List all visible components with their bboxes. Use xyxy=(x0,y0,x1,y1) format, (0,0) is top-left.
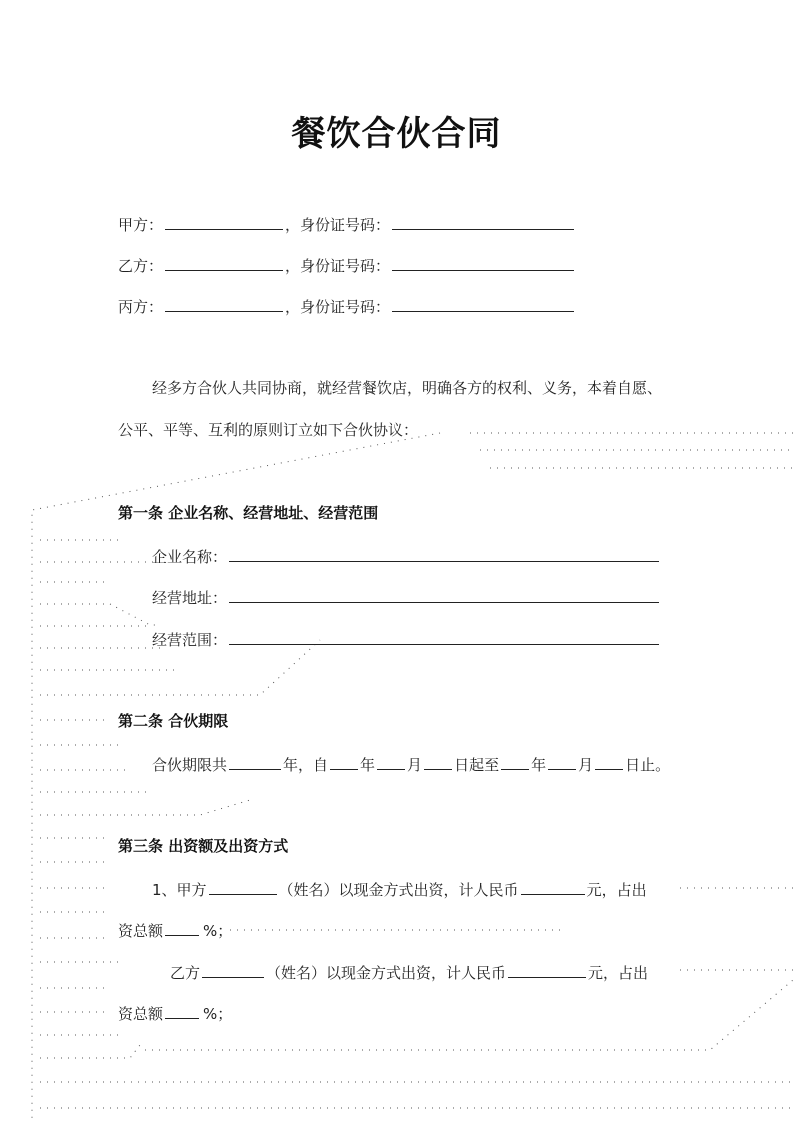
business-address-label: 经营地址： xyxy=(152,589,228,607)
contribution-row-a xyxy=(152,878,647,900)
share-label: 资总额 xyxy=(118,1005,164,1023)
end-year-label: 年 xyxy=(531,756,547,774)
contribution-row-b xyxy=(170,961,648,983)
company-name-label: 企业名称： xyxy=(152,548,228,566)
contribution-a-suffix: 元，占出 xyxy=(586,881,647,899)
id-number-label: ，身份证号码： xyxy=(285,298,391,316)
party-row-b xyxy=(118,254,576,276)
preamble-line-1: 经多方合伙人共同协商，就经营餐饮店，明确各方的权利、义务，本着自愿、 xyxy=(152,379,663,397)
party-name-field[interactable] xyxy=(165,295,283,312)
business-scope-label: 经营范围： xyxy=(152,631,228,649)
business-address-field[interactable] xyxy=(229,586,659,603)
partnership-term-row xyxy=(152,753,670,775)
contribution-row-a-cont xyxy=(118,919,232,941)
id-number-label: ，身份证号码： xyxy=(285,216,391,234)
party-a-amount-field[interactable] xyxy=(521,878,585,895)
id-number-label: ，身份证号码： xyxy=(285,257,391,275)
term-year-label: 年，自 xyxy=(283,756,329,774)
end-year-field[interactable] xyxy=(501,753,529,770)
business-scope-row xyxy=(152,628,661,650)
start-year-label: 年 xyxy=(360,756,376,774)
company-name-row xyxy=(152,545,661,567)
article-2-heading: 第二条 合伙期限 xyxy=(118,712,229,730)
article-3-heading: 第三条 出资额及出资方式 xyxy=(118,837,289,855)
party-name-field[interactable] xyxy=(165,254,283,271)
end-month-field[interactable] xyxy=(548,753,576,770)
start-day-field[interactable] xyxy=(424,753,452,770)
party-name-field[interactable] xyxy=(165,213,283,230)
party-a-name-field[interactable] xyxy=(209,878,277,895)
party-role-label: 乙方： xyxy=(118,257,164,275)
party-b-name-field[interactable] xyxy=(202,961,264,978)
term-years-field[interactable] xyxy=(229,753,281,770)
contribution-row-b-cont xyxy=(118,1002,232,1024)
percent-label: %； xyxy=(203,1005,233,1023)
company-name-field[interactable] xyxy=(229,545,659,562)
preamble-line-2: 公平、平等、互利的原则订立如下合伙协议： xyxy=(118,421,419,439)
start-day-label: 日起至 xyxy=(454,756,500,774)
start-year-field[interactable] xyxy=(330,753,358,770)
party-row-c xyxy=(118,295,576,317)
percent-label: %； xyxy=(203,922,233,940)
id-number-field[interactable] xyxy=(392,295,574,312)
contribution-b-prefix: 乙方 xyxy=(170,964,201,982)
term-prefix: 合伙期限共 xyxy=(152,756,228,774)
id-number-field[interactable] xyxy=(392,254,574,271)
party-role-label: 丙方： xyxy=(118,298,164,316)
party-role-label: 甲方： xyxy=(118,216,164,234)
start-month-field[interactable] xyxy=(377,753,405,770)
party-b-share-field[interactable] xyxy=(165,1002,199,1019)
id-number-field[interactable] xyxy=(392,213,574,230)
share-label: 资总额 xyxy=(118,922,164,940)
start-month-label: 月 xyxy=(407,756,423,774)
party-a-share-field[interactable] xyxy=(165,919,199,936)
end-day-label: 日止。 xyxy=(625,756,671,774)
end-day-field[interactable] xyxy=(595,753,623,770)
business-address-row xyxy=(152,586,661,608)
contribution-b-suffix: 元，占出 xyxy=(588,964,649,982)
party-row-a xyxy=(118,213,576,235)
contribution-b-text: （姓名）以现金方式出资，计人民币 xyxy=(266,964,507,982)
contribution-a-prefix: 1、甲方 xyxy=(152,881,207,899)
party-b-amount-field[interactable] xyxy=(508,961,586,978)
page-title: 餐饮合伙合同 xyxy=(291,114,502,154)
contribution-a-text: （姓名）以现金方式出资，计人民币 xyxy=(278,881,519,899)
end-month-label: 月 xyxy=(578,756,594,774)
article-1-heading: 第一条 企业名称、经营地址、经营范围 xyxy=(118,504,379,522)
business-scope-field[interactable] xyxy=(229,628,659,645)
